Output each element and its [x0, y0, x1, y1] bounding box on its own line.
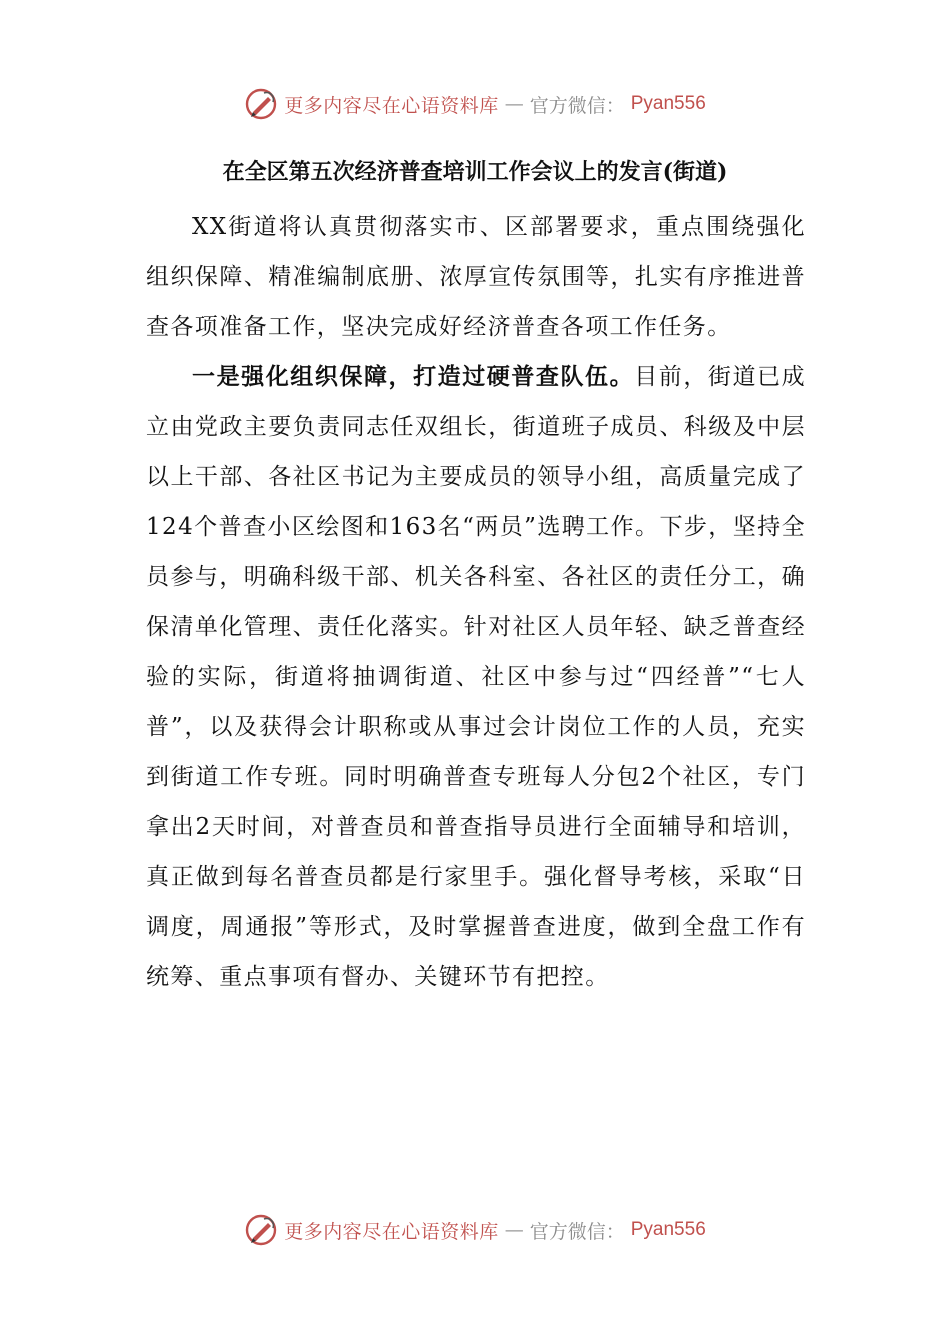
watermark-brand-text: 更多内容尽在心语资料库 [284, 94, 499, 117]
pen-logo-icon [244, 87, 278, 121]
watermark-wechat-label: 官方微信： [529, 1220, 625, 1243]
paragraph-organization-text: 目前，街道已成立由党政主要负责同志任双组长，街道班子成员、科级及中层以上干部、各社区书记为主要成员的领导小组，高质量完成了124个普查小区绘图和163名“两员”选聘工作。下步，坚持全员参与，明确科级干部、机关各科室、各社区的责任分工，确保清单化管理、责任化落实。针对社区人员年轻、缺乏普查经验的实际，街道将抽调街道、社区中参与过“四经普”“七人普”，以及获得会计职称或从事过会计岗位工作的人员，充实到街道工作专班。同时明确普查专班每人分包2个社区，专门拿出2天时间，对普查员和普查指导员进行全面辅导和培训，真正做到每名普查员都是行家里手。强化督导考核，采取“日调度，周通报”等形式，及时掌握普查进度，做到全盘工作有统筹、重点事项有督办、关键环节有把控。 [146, 364, 806, 990]
document-body [146, 202, 806, 1002]
document-title: 在全区第五次经济普查培训工作会议上的发言(街道) [222, 159, 728, 185]
paragraph-intro [146, 202, 806, 352]
paragraph-organization [146, 352, 806, 1002]
paragraph-intro-text: XX街道将认真贯彻落实市、区部署要求，重点围绕强化组织保障、精准编制底册、浓厚宣传氛围等，扎实有序推进普查各项准备工作，坚决完成好经济普查各项工作任务。 [146, 214, 806, 340]
pen-logo-icon [244, 1213, 278, 1247]
watermark-separator: — [504, 93, 524, 115]
watermark-wechat-id: Pyan556 [630, 1219, 706, 1240]
watermark-wechat-label: 官方微信： [529, 94, 625, 117]
footer-watermark [0, 1210, 950, 1250]
watermark-wechat-id: Pyan556 [630, 93, 706, 114]
watermark-brand-text: 更多内容尽在心语资料库 [284, 1220, 499, 1243]
header-watermark [0, 84, 950, 124]
paragraph-organization-lead: 一是强化组织保障，打造过硬普查队伍。 [192, 363, 635, 390]
watermark-separator: — [504, 1219, 524, 1241]
